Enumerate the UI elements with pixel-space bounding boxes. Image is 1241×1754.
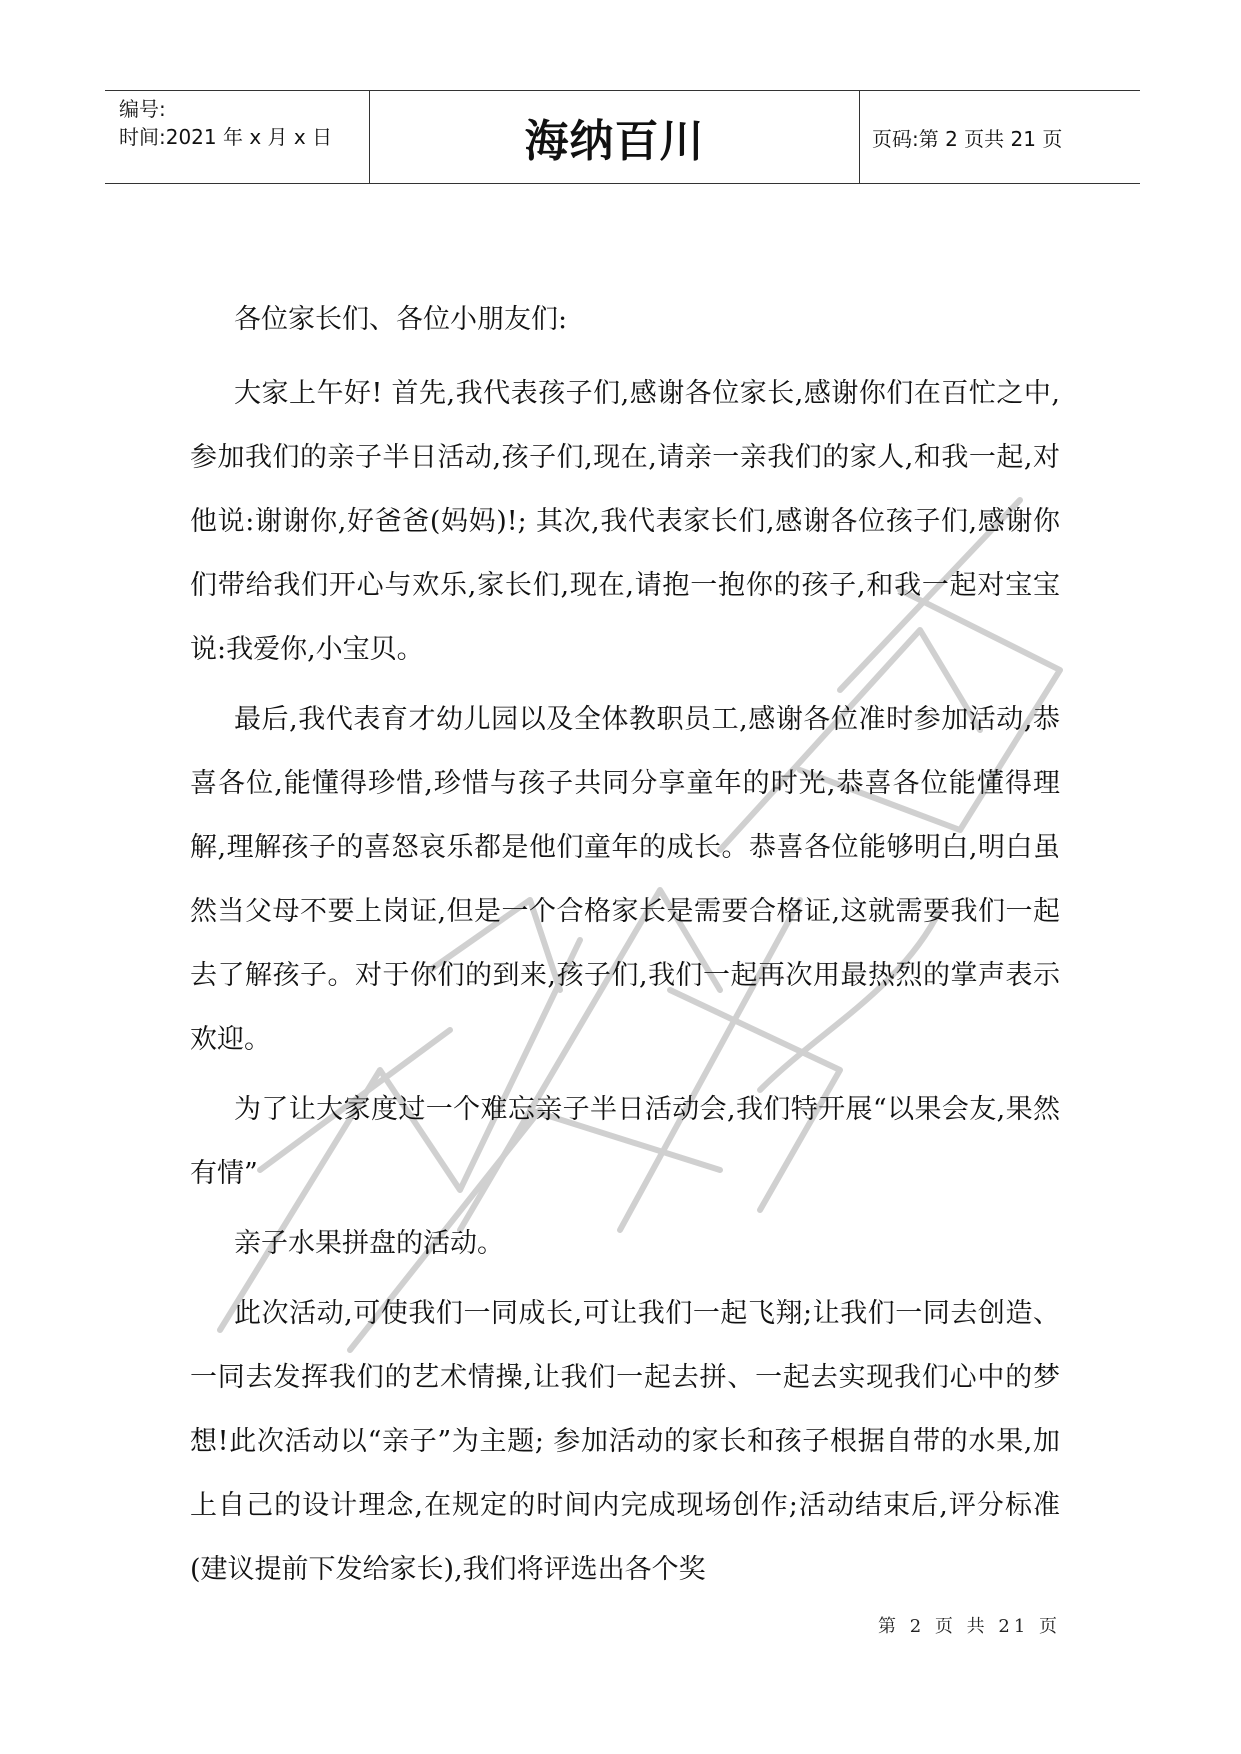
body-paragraph: 亲子水果拼盘的活动。	[234, 1228, 504, 1259]
document-body	[190, 288, 1060, 1608]
page-footer-number: 第 2 页 共 21 页	[878, 1616, 1061, 1637]
body-paragraph: 此次活动,可使我们一同成长,可让我们一起飞翔;让我们一同去创造、一同去发挥我们的艺术情操,让我们一起去拼、一起去实现我们心中的梦想!此次活动以“亲子”为主题; 参加活动的家长和孩子根据自带的水果,加上自己的设计理念,在规定的时间内完成现场创作;活动结束后,评分标准(建议提前下发给家长),我们将评选出各个奖	[190, 1298, 1060, 1585]
page-header	[105, 90, 1140, 184]
header-title: 海纳百川	[370, 91, 860, 183]
document-time-label: 时间:2021 年 x 月 x 日	[119, 125, 333, 149]
salutation-paragraph: 各位家长们、各位小朋友们:	[234, 304, 568, 335]
document-number-label: 编号:	[119, 97, 166, 121]
body-paragraph: 大家上午好! 首先,我代表孩子们,感谢各位家长,感谢你们在百忙之中,参加我们的亲子半日活动,孩子们,现在,请亲一亲我们的家人,和我一起,对他说:谢谢你,好爸爸(妈妈)!; 其次,我代表家长们,感谢各位孩子们,感谢你们带给我们开心与欢乐,家长们,现在,请抱一抱你的孩子,和我一起对宝宝说:我爱你,小宝贝。	[190, 378, 1060, 665]
body-paragraph: 为了让大家度过一个难忘亲子半日活动会,我们特开展“以果会友,果然有情”	[190, 1094, 1060, 1189]
body-paragraph: 最后,我代表育才幼儿园以及全体教职员工,感谢各位准时参加活动,恭喜各位,能懂得珍惜,珍惜与孩子共同分享童年的时光,恭喜各位能懂得理解,理解孩子的喜怒哀乐都是他们童年的成长。恭喜各位能够明白,明白虽然当父母不要上岗证,但是一个合格家长是需要合格证,这就需要我们一起去了解孩子。对于你们的到来,孩子们,我们一起再次用最热烈的掌声表示欢迎。	[190, 704, 1060, 1055]
header-page-number: 页码:第 2 页共 21 页	[872, 126, 1063, 151]
header-meta	[105, 91, 370, 183]
